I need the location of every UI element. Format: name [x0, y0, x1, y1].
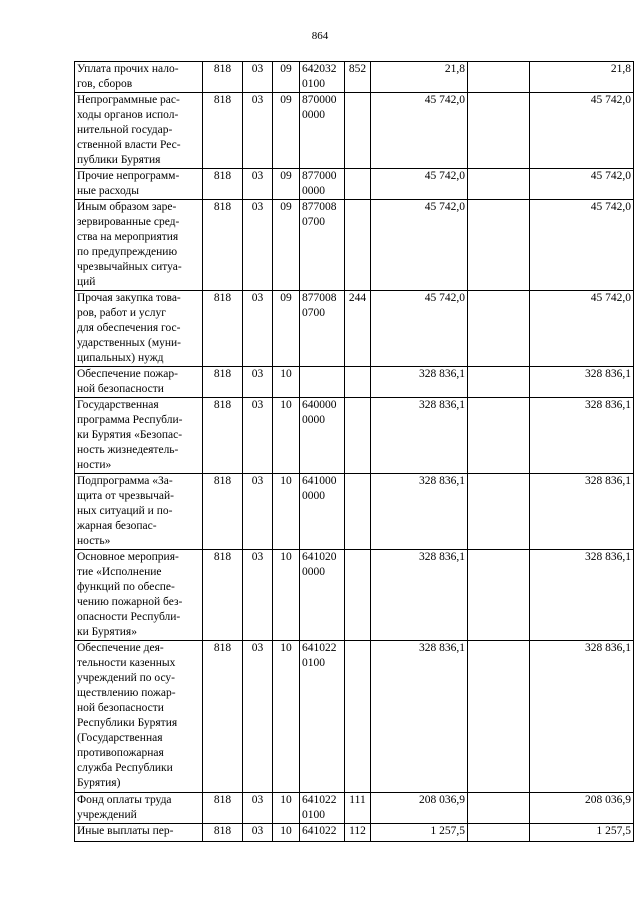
subsection-code-cell: 10 [273, 824, 300, 842]
table-row [75, 550, 634, 641]
table-row [75, 169, 634, 200]
ministry-code-cell: 818 [203, 474, 243, 550]
ministry-code-cell: 818 [203, 641, 243, 793]
row-name-cell: Уплата прочих нало- гов, сборов [75, 62, 203, 93]
ministry-code-cell: 818 [203, 93, 243, 169]
empty-amount-cell [468, 200, 530, 291]
expense-type-cell [345, 398, 371, 474]
subsection-code-cell: 09 [273, 291, 300, 367]
ministry-code-cell: 818 [203, 367, 243, 398]
ministry-code-cell: 818 [203, 169, 243, 200]
subsection-code-cell: 09 [273, 200, 300, 291]
amount-total-cell: 328 836,1 [530, 367, 634, 398]
amount-cell: 328 836,1 [371, 550, 468, 641]
table-row [75, 200, 634, 291]
row-name-cell: Подпрограмма «За- щита от чрезвычай- ных ситуаций и по- жарная безопас- ность» [75, 474, 203, 550]
table-row [75, 474, 634, 550]
target-article-cell: 877008 0700 [300, 291, 345, 367]
empty-amount-cell [468, 93, 530, 169]
target-article-cell: 642032 0100 [300, 62, 345, 93]
ministry-code-cell: 818 [203, 793, 243, 824]
subsection-code-cell: 09 [273, 169, 300, 200]
target-article-cell: 877008 0700 [300, 200, 345, 291]
table-row [75, 641, 634, 793]
subsection-code-cell: 10 [273, 474, 300, 550]
expense-type-cell: 112 [345, 824, 371, 842]
table-row [75, 398, 634, 474]
table-row [75, 824, 634, 842]
table-body [75, 62, 634, 842]
empty-amount-cell [468, 550, 530, 641]
target-article-cell: 641000 0000 [300, 474, 345, 550]
ministry-code-cell: 818 [203, 200, 243, 291]
empty-amount-cell [468, 641, 530, 793]
subsection-code-cell: 10 [273, 793, 300, 824]
empty-amount-cell [468, 291, 530, 367]
expense-type-cell [345, 200, 371, 291]
section-code-cell: 03 [243, 398, 273, 474]
amount-total-cell: 45 742,0 [530, 200, 634, 291]
amount-cell: 328 836,1 [371, 641, 468, 793]
amount-cell: 45 742,0 [371, 291, 468, 367]
row-name-cell: Прочие непрограмм- ные расходы [75, 169, 203, 200]
target-article-cell: 870000 0000 [300, 93, 345, 169]
amount-total-cell: 45 742,0 [530, 93, 634, 169]
empty-amount-cell [468, 169, 530, 200]
table-row [75, 291, 634, 367]
section-code-cell: 03 [243, 824, 273, 842]
target-article-cell: 641022 [300, 824, 345, 842]
amount-cell: 1 257,5 [371, 824, 468, 842]
empty-amount-cell [468, 793, 530, 824]
section-code-cell: 03 [243, 62, 273, 93]
empty-amount-cell [468, 62, 530, 93]
expense-type-cell [345, 169, 371, 200]
amount-total-cell: 328 836,1 [530, 474, 634, 550]
row-name-cell: Непрограммные рас- ходы органов испол- нительной государ- ственной власти Рес- публики Бурятия [75, 93, 203, 169]
empty-amount-cell [468, 824, 530, 842]
section-code-cell: 03 [243, 550, 273, 641]
row-name-cell: Обеспечение пожар- ной безопасности [75, 367, 203, 398]
section-code-cell: 03 [243, 367, 273, 398]
section-code-cell: 03 [243, 93, 273, 169]
target-article-cell: 640000 0000 [300, 398, 345, 474]
subsection-code-cell: 10 [273, 367, 300, 398]
table-row [75, 62, 634, 93]
amount-cell: 328 836,1 [371, 474, 468, 550]
table-row [75, 93, 634, 169]
empty-amount-cell [468, 367, 530, 398]
amount-cell: 21,8 [371, 62, 468, 93]
amount-total-cell: 328 836,1 [530, 398, 634, 474]
row-name-cell: Основное мероприя- тие «Исполнение функций по обеспе- чению пожарной без- опасности Республи- ки Бурятия» [75, 550, 203, 641]
row-name-cell: Фонд оплаты труда учреждений [75, 793, 203, 824]
section-code-cell: 03 [243, 169, 273, 200]
amount-total-cell: 208 036,9 [530, 793, 634, 824]
amount-total-cell: 328 836,1 [530, 641, 634, 793]
amount-total-cell: 1 257,5 [530, 824, 634, 842]
amount-total-cell: 45 742,0 [530, 169, 634, 200]
expense-type-cell: 852 [345, 62, 371, 93]
row-name-cell: Иные выплаты пер- [75, 824, 203, 842]
row-name-cell: Иным образом зарe- зервированные сред- ства на мероприятия по предупреждению чрезвычайных ситуа- ций [75, 200, 203, 291]
section-code-cell: 03 [243, 793, 273, 824]
expense-type-cell: 244 [345, 291, 371, 367]
subsection-code-cell: 09 [273, 62, 300, 93]
empty-amount-cell [468, 398, 530, 474]
subsection-code-cell: 10 [273, 398, 300, 474]
expense-type-cell [345, 550, 371, 641]
target-article-cell: 641022 0100 [300, 641, 345, 793]
ministry-code-cell: 818 [203, 62, 243, 93]
amount-cell: 328 836,1 [371, 398, 468, 474]
row-name-cell: Обеспечение дея- тельности казенных учреждений по осу- ществлению пожар- ной безопасности Республики Бурятия (Государственная противопожарная служба Республики Бурятия) [75, 641, 203, 793]
empty-amount-cell [468, 474, 530, 550]
expense-type-cell [345, 367, 371, 398]
row-name-cell: Государственная программа Республи- ки Бурятия «Безопас- ность жизнедеятель- ности» [75, 398, 203, 474]
target-article-cell: 641022 0100 [300, 793, 345, 824]
expense-type-cell [345, 641, 371, 793]
amount-total-cell: 328 836,1 [530, 550, 634, 641]
ministry-code-cell: 818 [203, 824, 243, 842]
expense-type-cell [345, 93, 371, 169]
section-code-cell: 03 [243, 641, 273, 793]
table-row [75, 793, 634, 824]
ministry-code-cell: 818 [203, 398, 243, 474]
amount-cell: 45 742,0 [371, 169, 468, 200]
subsection-code-cell: 10 [273, 550, 300, 641]
amount-cell: 45 742,0 [371, 93, 468, 169]
target-article-cell: 877000 0000 [300, 169, 345, 200]
budget-table [74, 61, 634, 842]
amount-total-cell: 45 742,0 [530, 291, 634, 367]
amount-total-cell: 21,8 [530, 62, 634, 93]
amount-cell: 328 836,1 [371, 367, 468, 398]
section-code-cell: 03 [243, 200, 273, 291]
page-number: 864 [311, 30, 329, 42]
amount-cell: 45 742,0 [371, 200, 468, 291]
expense-type-cell [345, 474, 371, 550]
table-row [75, 367, 634, 398]
section-code-cell: 03 [243, 474, 273, 550]
target-article-cell [300, 367, 345, 398]
section-code-cell: 03 [243, 291, 273, 367]
expense-type-cell: 111 [345, 793, 371, 824]
ministry-code-cell: 818 [203, 550, 243, 641]
ministry-code-cell: 818 [203, 291, 243, 367]
subsection-code-cell: 09 [273, 93, 300, 169]
subsection-code-cell: 10 [273, 641, 300, 793]
target-article-cell: 641020 0000 [300, 550, 345, 641]
amount-cell: 208 036,9 [371, 793, 468, 824]
row-name-cell: Прочая закупка това- ров, работ и услуг для обеспечения гос- ударственных (муни- ципальных) нужд [75, 291, 203, 367]
